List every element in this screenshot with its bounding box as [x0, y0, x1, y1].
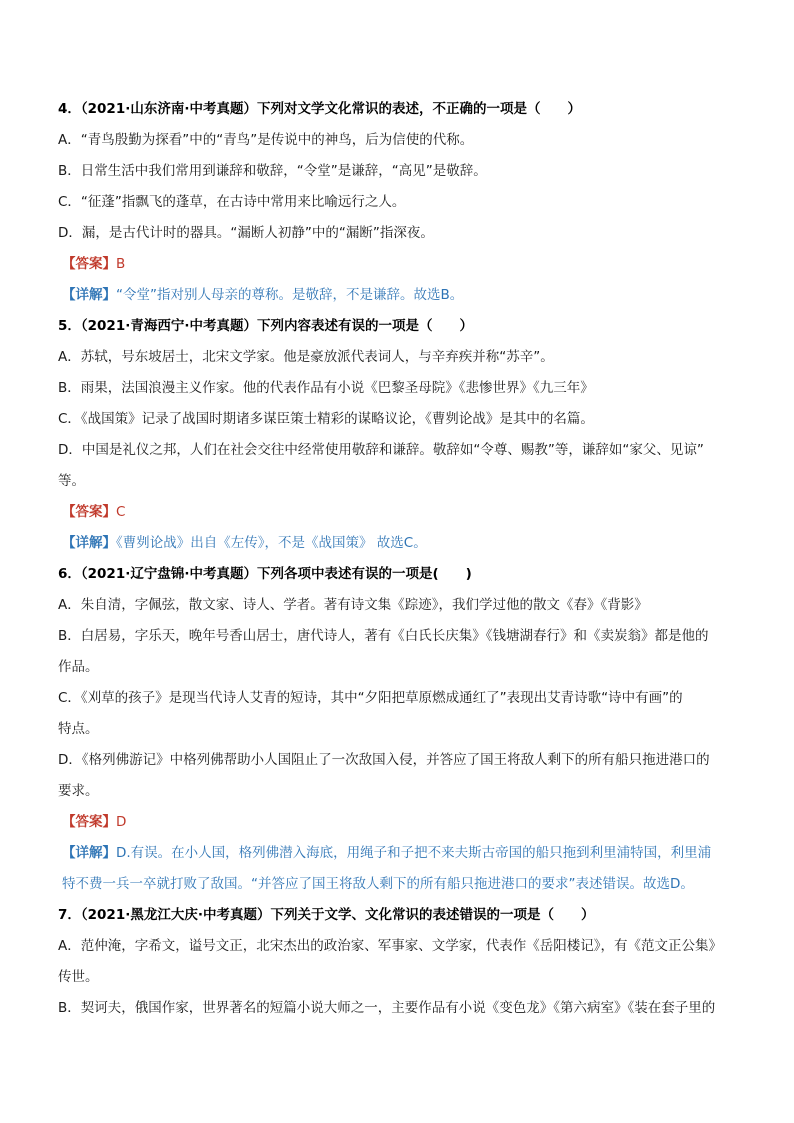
detail-label: 【详解】	[62, 287, 116, 303]
question-title: 6．（2021·辽宁盘锦·中考真题）下列各项中表述有误的一项是( )	[58, 566, 472, 582]
option-a: A．范仲淹，字希文，谥号文正，北宋杰出的政治家、军事家、文学家，代表作《岳阳楼记》，有《范文正公集》	[58, 938, 722, 954]
option-b: B．日常生活中我们常用到谦辞和敬辞，“令堂”是谦辞，“高见”是敬辞。	[58, 163, 487, 179]
option-a: A．“青鸟殷勤为探看”中的“青鸟”是传说中的神鸟，后为信使的代称。	[58, 132, 474, 148]
detail-row	[58, 280, 738, 311]
question-7	[58, 900, 738, 1024]
question-title: 7．（2021·黑龙江大庆·中考真题）下列关于文学、文化常识的表述错误的一项是（ ）	[58, 907, 595, 923]
option-d: D．《格列佛游记》中格列佛帮助小人国阻止了一次敌国入侵，并答应了国王将敌人剩下的所有船只拖进港口的	[58, 752, 710, 768]
document-page	[58, 94, 738, 1024]
option-b: B．白居易，字乐天，晚年号香山居士，唐代诗人，著有《白氏长庆集》《钱塘湖春行》和《卖炭翁》都是他的	[58, 628, 709, 644]
option-a: A．苏轼，号东坡居士，北宋文学家。他是豪放派代表词人，与辛弃疾并称“苏辛”。	[58, 349, 554, 365]
answer-value: B	[116, 256, 126, 272]
detail-row-continued	[58, 869, 738, 900]
option-d-continued: 等。	[58, 473, 85, 489]
detail-row	[58, 838, 738, 869]
answer-row	[58, 249, 738, 280]
answer-value: D	[116, 814, 127, 830]
answer-row	[58, 807, 738, 838]
question-title: 4．（2021·山东济南·中考真题）下列对文学文化常识的表述，不正确的一项是（ ）	[58, 101, 581, 117]
option-c-continued: 特点。	[58, 721, 99, 737]
detail-text: 《曹刿论战》出自《左传》，不是《战国策》 故选C。	[116, 535, 427, 551]
option-b: B．契诃夫，俄国作家，世界著名的短篇小说大师之一，主要作品有小说《变色龙》《第六病室》《装在套子里的	[58, 1000, 716, 1016]
question-5	[58, 311, 738, 559]
option-a-continued: 传世。	[58, 969, 99, 985]
answer-label: 【答案】	[62, 504, 116, 520]
option-d: D．中国是礼仪之邦，人们在社会交往中经常使用敬辞和谦辞。敬辞如“令尊、赐教”等，谦辞如“家父、见谅”	[58, 442, 704, 458]
option-d: D．漏，是古代计时的器具。“漏断人初静”中的“漏断”指深夜。	[58, 225, 434, 241]
question-title: 5．（2021·青海西宁·中考真题）下列内容表述有误的一项是（ ）	[58, 318, 473, 334]
answer-row	[58, 497, 738, 528]
answer-label: 【答案】	[62, 814, 116, 830]
question-6	[58, 559, 738, 900]
option-a: A．朱自清，字佩弦，散文家、诗人、学者。著有诗文集《踪迹》，我们学过他的散文《春》《背影》	[58, 597, 648, 613]
option-b: B．雨果，法国浪漫主义作家。他的代表作品有小说《巴黎圣母院》《悲惨世界》《九三年》	[58, 380, 594, 396]
detail-row	[58, 528, 738, 559]
answer-value: C	[116, 504, 126, 520]
detail-label: 【详解】	[62, 845, 116, 861]
option-d-continued: 要求。	[58, 783, 99, 799]
option-c: C．《刈草的孩子》是现当代诗人艾青的短诗，其中“夕阳把草原燃成通红了”表现出艾青诗歌“诗中有画”的	[58, 690, 683, 706]
question-4	[58, 94, 738, 311]
answer-label: 【答案】	[62, 256, 116, 272]
detail-text: D.有误。在小人国，格列佛潜入海底，用绳子和子把不来夫斯古帝国的船只拖到利里浦特国，利里浦	[116, 845, 712, 861]
detail-label: 【详解】	[62, 535, 116, 551]
option-c: C．“征蓬”指飘飞的蓬草，在古诗中常用来比喻远行之人。	[58, 194, 406, 210]
detail-text: 特不费一兵一卒就打败了敌国。“并答应了国王将敌人剩下的所有船只拖进港口的要求”表述错误。故选D。	[62, 876, 694, 892]
option-b-continued: 作品。	[58, 659, 99, 675]
option-c: C．《战国策》记录了战国时期诸多谋臣策士精彩的谋略议论，《曹刿论战》是其中的名篇。	[58, 411, 594, 427]
detail-text: “令堂”指对别人母亲的尊称。是敬辞，不是谦辞。故选B。	[116, 287, 464, 303]
